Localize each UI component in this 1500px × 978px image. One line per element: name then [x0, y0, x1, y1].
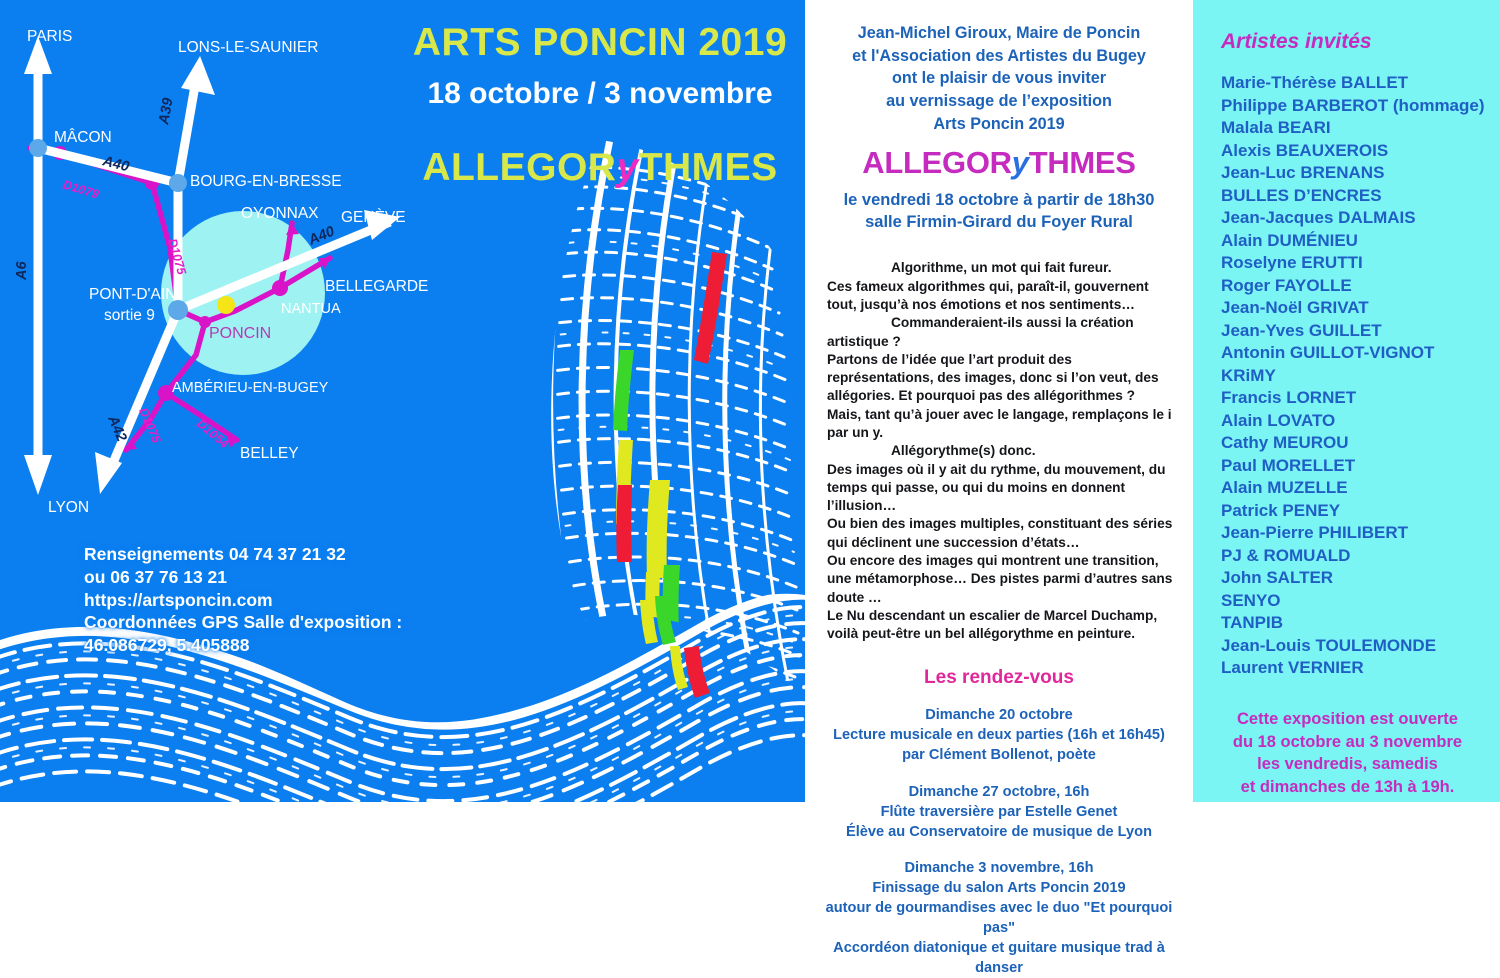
event-entry [817, 859, 1181, 978]
invitation-line-2: et l'Association des Artistes du Bugey [852, 46, 1146, 65]
exhibition-theme-title [817, 147, 1181, 180]
map-label-sortie9: sortie 9 [104, 307, 155, 324]
invitation-line-4: au vernissage de l’exposition [886, 92, 1112, 111]
contact-line-website[interactable]: https://artsponcin.com [84, 589, 273, 610]
list-item: Laurent VERNIER [1221, 658, 1364, 678]
event-date: Dimanche 20 octobre [925, 707, 1073, 724]
essay-paragraph-2: Ces fameux algorithmes qui, paraît-il, gouvernent tout, jusqu’à nos émotions et nos sentiments… [827, 278, 1149, 312]
mid-theme-y-accent: y [1011, 145, 1029, 181]
list-item: Alain LOVATO [1221, 410, 1336, 430]
list-item: Malala BEARI [1221, 118, 1331, 138]
event-detail: autour de gourmandises avec le duo "Et pourquoi pas" [825, 900, 1173, 936]
list-item: Jean-Jacques DALMAIS [1221, 208, 1416, 228]
list-item: Jean-Luc BRENANS [1221, 163, 1385, 183]
mid-theme-part-1: ALLEGOR [862, 145, 1012, 181]
map-label-belley: BELLEY [240, 445, 299, 462]
event-date: Dimanche 27 octobre, 16h [908, 783, 1090, 800]
invitation-line-3: ont le plaisir de vous inviter [891, 69, 1107, 88]
essay-paragraph-10: Le Nu descendant un escalier de Marcel Duchamp, voilà peut-être un bel allégorythme en peinture. [827, 607, 1158, 642]
road-label-a40-east: A40 [306, 223, 338, 249]
road-label-d1054: D1054 [194, 416, 232, 451]
essay-paragraph-6: Allégorythme(s) donc. [891, 443, 1036, 459]
poster-theme-title [400, 145, 800, 189]
essay-paragraph-7: Des images où il y ait du rythme, du mouvement, du temps qui passe, ou qui du moins en donnent l’illusion… [827, 461, 1166, 514]
essay-paragraph-4: Partons de l’idée que l’art produit des représentations, des images, donc si l’on veut, des allégories. Et pourquoi pas des allégorithmes ? [827, 351, 1159, 404]
invitation-block [817, 22, 1181, 135]
hours-line-1: Cette exposition est ouverte [1237, 709, 1458, 728]
road-label-d1075-south: D1075 [136, 405, 164, 446]
list-item: Roger FAYOLLE [1221, 275, 1352, 295]
road-label-a6: A6 [14, 261, 30, 280]
list-item: Jean-Pierre PHILIBERT [1221, 523, 1409, 543]
poncin-area-circle [161, 211, 325, 375]
road-label-d1075-north: D1075 [165, 236, 189, 277]
map-label-pontdain: PONT-D'AIN [89, 286, 177, 303]
middle-panel-invitation [805, 0, 1193, 976]
left-panel-map-and-title [0, 0, 805, 802]
theme-y-accent: y [616, 145, 639, 189]
list-item: PJ & ROMUALD [1221, 545, 1351, 565]
mid-theme-part-2: THMES [1028, 145, 1136, 181]
list-item: KRiMY [1221, 365, 1276, 385]
event-description: Flûte traversière par Estelle Genet [880, 803, 1118, 820]
venue-datetime: le vendredi 18 octobre à partir de 18h30 [843, 190, 1155, 209]
event-description: Finissage du salon Arts Poncin 2019 [872, 880, 1126, 897]
events-section-title: Les rendez-vous [924, 667, 1074, 689]
venue-location: salle Firmin-Girard du Foyer Rural [865, 212, 1133, 231]
venue-block [817, 190, 1181, 234]
page-title: ARTS PONCIN 2019 [412, 21, 788, 64]
map-label-geneve: GENÈVE [341, 209, 406, 226]
invitation-line-5: Arts Poncin 2019 [933, 114, 1065, 133]
artists-list [1221, 72, 1500, 680]
event-entry [817, 706, 1181, 766]
map-label-poncin: PONCIN [209, 325, 272, 342]
event-description: Lecture musicale en deux parties (16h et 16h45) [833, 727, 1165, 744]
poster-title-block [400, 22, 800, 189]
road-label-a39: A39 [156, 96, 177, 126]
list-item: TANPIB [1221, 613, 1284, 633]
essay-paragraph-8: Ou bien des images multiples, constituant des séries qui déclinent une succession d’états… [827, 516, 1173, 550]
hours-line-4: et dimanches de 13h à 19h. [1240, 778, 1455, 797]
contact-line-phone: Renseignements 04 74 37 21 32 [84, 544, 346, 564]
artists-section-title: Artistes invités [1221, 30, 1372, 53]
contact-line-gps-coords: 46.086729, 5.405888 [84, 635, 250, 655]
theme-part-1: ALLEGOR [422, 145, 617, 189]
road-label-a40-west: A40 [101, 153, 131, 176]
essay-paragraph-9: Ou encore des images qui montrent une transition, une métamorphose… Des pistes parmi d’autres sans doute … [827, 552, 1173, 605]
opening-hours [1221, 708, 1500, 799]
road-label-a42: A42 [104, 413, 130, 445]
list-item: Francis LORNET [1221, 388, 1357, 408]
list-item: Antonin GUILLOT-VIGNOT [1221, 343, 1435, 363]
contact-info [84, 543, 402, 657]
map-label-lyon: LYON [48, 499, 90, 516]
list-item: BULLES D’ENCRES [1221, 185, 1382, 205]
list-item: Philippe BARBEROT (hommage) [1221, 95, 1485, 115]
list-item: Patrick PENEY [1221, 500, 1341, 520]
essay-paragraph-1: Algorithme, un mot qui fait fureur. [891, 260, 1112, 276]
list-item: Jean-Noël GRIVAT [1221, 298, 1369, 318]
list-item: Alain MUZELLE [1221, 478, 1348, 498]
essay-paragraph-3: Commanderaient-ils aussi la création artistique ? [827, 315, 1134, 349]
essay-paragraph-5: Mais, tant qu’à jouer avec le langage, remplaçons le i par un y. [827, 406, 1172, 440]
invitation-line-1: Jean-Michel Giroux, Maire de Poncin [857, 24, 1141, 42]
map-label-oyonnax: OYONNAX [241, 205, 319, 222]
contact-line-gps-label: Coordonnées GPS Salle d'exposition : [84, 612, 403, 633]
list-item: Jean-Yves GUILLET [1221, 320, 1382, 340]
hours-line-3: les vendredis, samedis [1257, 755, 1438, 774]
list-item: Alain DUMÉNIEU [1221, 230, 1358, 250]
list-item: Cathy MEUROU [1221, 433, 1349, 453]
map-label-bourg: BOURG-EN-BRESSE [190, 173, 342, 190]
theme-part-2: THMES [638, 145, 778, 189]
event-entry [817, 783, 1181, 843]
poncin-dot [217, 296, 235, 314]
list-item: Marie-Thérèse BALLET [1221, 73, 1409, 92]
event-date: Dimanche 3 novembre, 16h [904, 860, 1094, 877]
event-performer: Élève au Conservatoire de musique de Lyon [845, 823, 1153, 840]
map-label-macon: MÂCON [54, 129, 112, 146]
list-item: Roselyne ERUTTI [1221, 253, 1363, 273]
event-performer: par Clément Bollenot, poète [902, 747, 1096, 764]
curatorial-essay [817, 259, 1181, 643]
map-label-bellegarde: BELLEGARDE [325, 278, 429, 295]
map-label-amberieu: AMBÉRIEU-EN-BUGEY [172, 380, 329, 396]
contact-line-mobile: ou 06 37 76 13 21 [84, 566, 228, 587]
map-label-nantua: NANTUA [281, 301, 341, 317]
list-item: Alexis BEAUXEROIS [1221, 140, 1389, 160]
map-label-lons: LONS-LE-SAUNIER [178, 39, 319, 56]
list-item: John SALTER [1221, 568, 1334, 588]
poster-dates: 18 octobre / 3 novembre [427, 76, 773, 110]
list-item: Jean-Louis TOULEMONDE [1221, 635, 1437, 655]
list-item: SENYO [1221, 590, 1281, 610]
right-panel-artists [1193, 0, 1500, 802]
hours-line-2: du 18 octobre au 3 novembre [1232, 732, 1463, 751]
event-detail-2: Accordéon diatonique et guitare musique trad à danser [833, 939, 1165, 976]
map-label-paris: PARIS [27, 28, 73, 45]
list-item: Paul MORELLET [1221, 455, 1356, 475]
road-label-d1079: D1079 [61, 177, 101, 202]
